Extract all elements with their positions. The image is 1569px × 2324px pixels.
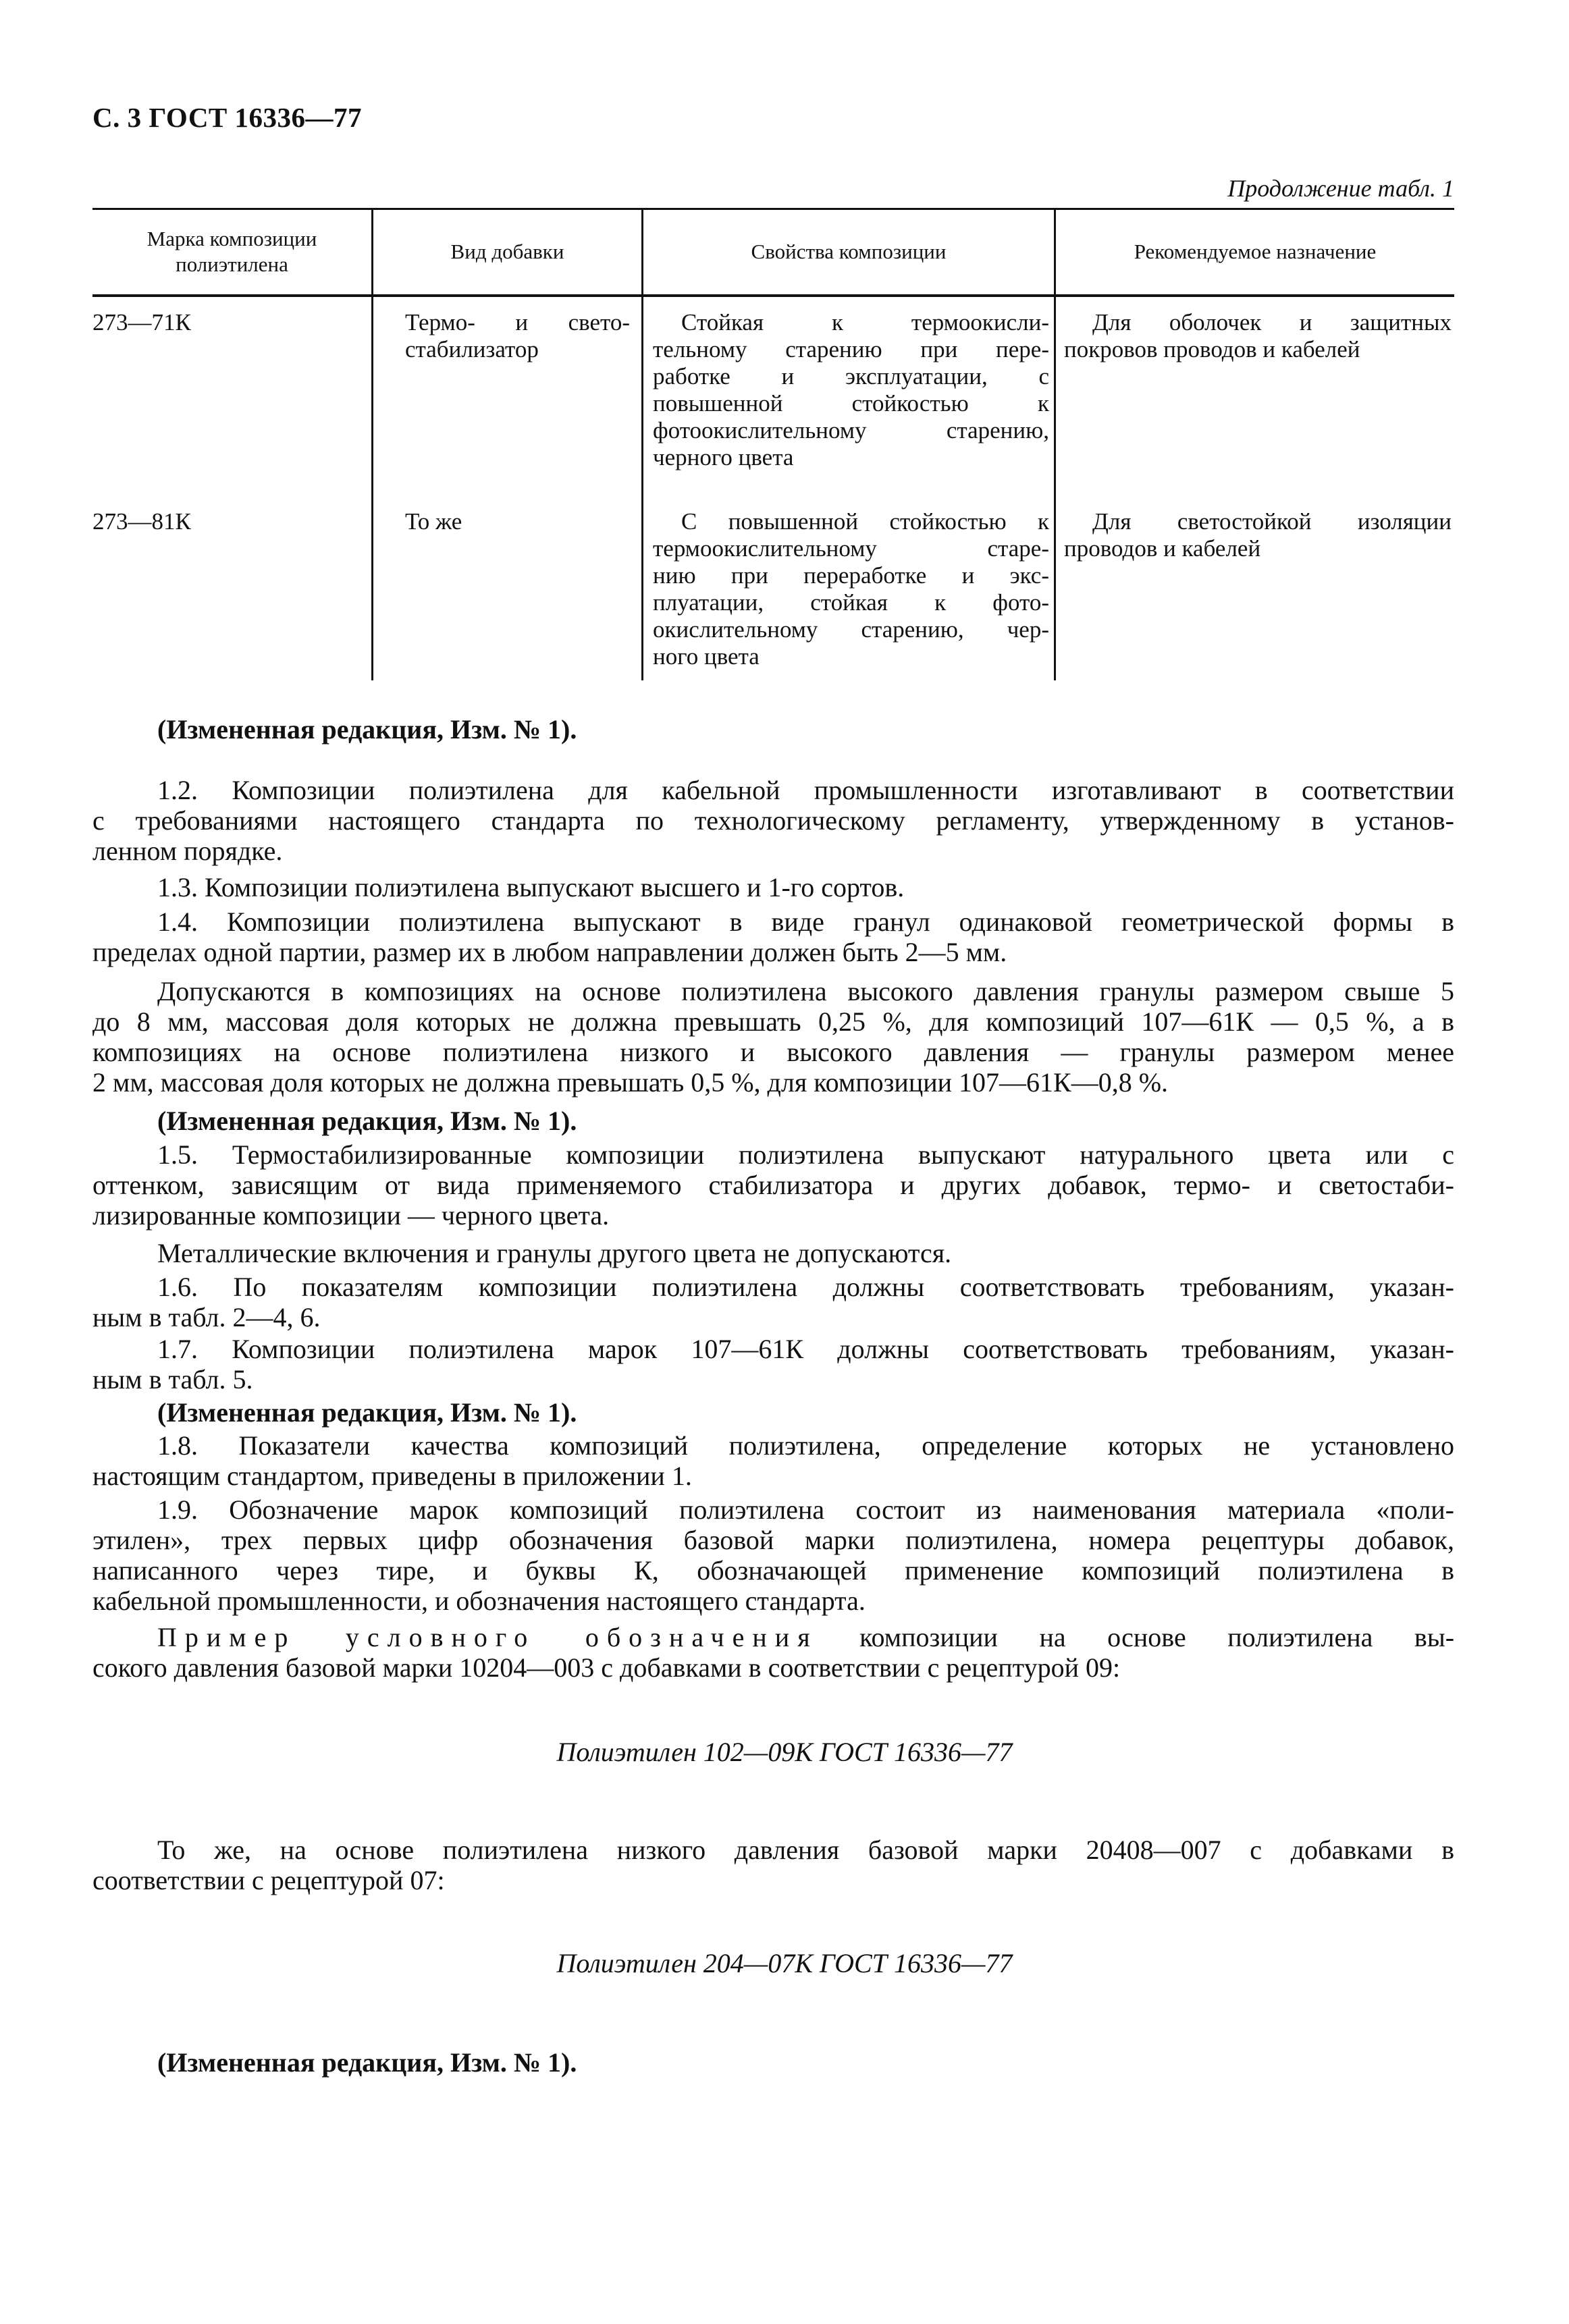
table-cell-additive: То же bbox=[405, 508, 462, 535]
column-header-properties: Свойства композиции bbox=[751, 240, 947, 263]
column-header-additive: Вид добавки bbox=[450, 240, 564, 263]
page-header: С. 3 ГОСТ 16336—77 bbox=[92, 102, 363, 133]
table-cell-purpose: Для оболочек и защитных покровов проводов и кабелей bbox=[1064, 309, 1452, 362]
paragraph-1-4-admission: Допускаются в композициях на основе полиэтилена высокого давления гранулы размером свыше 5 до 8 мм, массовая доля которых не должна превышать 0,25 %, для композиций 107—61К — 0,5 %, а в композициях на основе полиэтилена низкого и высокого давления — гранулы размером менее 2 мм, массовая доля которых не должна превышать 0,5 %, для композиции 107—61К—0,8 %. bbox=[92, 976, 1454, 1098]
paragraph-same-basis: То же, на основе полиэтилена низкого давления базовой марки 20408—007 с добавками в соответствии с рецептурой 07: bbox=[92, 1835, 1454, 1895]
example-intro-rest: композиции на основе полиэтилена вы- bbox=[859, 1622, 1455, 1652]
paragraph-1-6: 1.6. По показателям композиции полиэтилена должны соответствовать требованиям, указан- ным в табл. 2—4, 6. bbox=[92, 1272, 1454, 1332]
table-caption: Продолжение табл. 1 bbox=[1227, 175, 1454, 202]
paragraph-1-2: 1.2. Композиции полиэтилена для кабельной промышленности изготавливают в соответствии с требованиями настоящего стандарта по технологическому регламенту, утвержденному в установ- ленном порядке. bbox=[92, 775, 1454, 866]
amendment-note: (Измененная редакция, Изм. № 1). bbox=[157, 1106, 577, 1136]
column-header-purpose: Рекомендуемое назначение bbox=[1134, 240, 1377, 263]
table-cell-additive: Термо- и свето- стабилизатор bbox=[405, 309, 630, 362]
table-cell-mark: 273—71К bbox=[92, 309, 191, 335]
amendment-note: (Измененная редакция, Изм. № 1). bbox=[157, 1397, 577, 1428]
paragraph-1-7: 1.7. Композиции полиэтилена марок 107—61К должны соответствовать требованиям, указан- ным в табл. 5. bbox=[92, 1334, 1454, 1395]
table-cell-mark: 273—81К bbox=[92, 508, 191, 535]
paragraph-1-5-note: Металлические включения и гранулы другого цвета не допускаются. bbox=[157, 1238, 952, 1268]
paragraph-1-9: 1.9. Обозначение марок композиций полиэтилена состоит из наименования материала «поли- этилен», трех первых цифр обозначения базовой марки полиэтилена, номера рецептуры добавок, написанного через тире, и буквы К, обозначающей применение композиций полиэтилена в кабельной промышленности, и обозначения настоящего стандарта. bbox=[92, 1494, 1454, 1616]
table-cell-properties: С повышенной стойкостью к термоокислительному старе- нию при переработке и экс- плуатации, стойкая к фото- окислительному старению, чер- ного цвета bbox=[653, 508, 1049, 670]
designation-example-2: Полиэтилен 204—07К ГОСТ 16336—77 bbox=[556, 1948, 1013, 1978]
amendment-note: (Измененная редакция, Изм. № 1). bbox=[157, 714, 577, 745]
amendment-note: (Измененная редакция, Изм. № 1). bbox=[157, 2047, 577, 2078]
example-intro-spaced: Пример условного обозначения bbox=[157, 1622, 818, 1652]
properties-table bbox=[92, 208, 1454, 680]
paragraph-1-4: 1.4. Композиции полиэтилена выпускают в виде гранул одинаковой геометрической формы в пределах одной партии, размер их в любом направлении должен быть 2—5 мм. bbox=[92, 907, 1454, 967]
table-cell-properties: Стойкая к термоокисли- тельному старению при пере- работке и эксплуатации, с повышенной стойкостью к фотоокислительному старению, черного цвета bbox=[653, 309, 1049, 470]
paragraph-1-8: 1.8. Показатели качества композиций полиэтилена, определение которых не установлено настоящим стандартом, приведены в приложении 1. bbox=[92, 1430, 1454, 1491]
example-intro: Пример условного обозначения композиции на основе полиэтилена вы- сокого давления базовой марки 10204—003 с добавками в соответствии с рецептурой 09: bbox=[92, 1622, 1455, 1683]
column-header-mark: Марка композиции полиэтилена bbox=[147, 227, 317, 276]
paragraph-1-3: 1.3. Композиции полиэтилена выпускают высшего и 1-го сортов. bbox=[157, 872, 905, 902]
table-cell-purpose: Для светостойкой изоляции проводов и кабелей bbox=[1064, 508, 1452, 562]
designation-example-1: Полиэтилен 102—09К ГОСТ 16336—77 bbox=[556, 1737, 1013, 1767]
paragraph-1-5: 1.5. Термостабилизированные композиции полиэтилена выпускают натурального цвета или с оттенком, зависящим от вида применяемого стабилизатора и других добавок, термо- и светостаби- лизированные композиции — черного цвета. bbox=[92, 1139, 1454, 1231]
